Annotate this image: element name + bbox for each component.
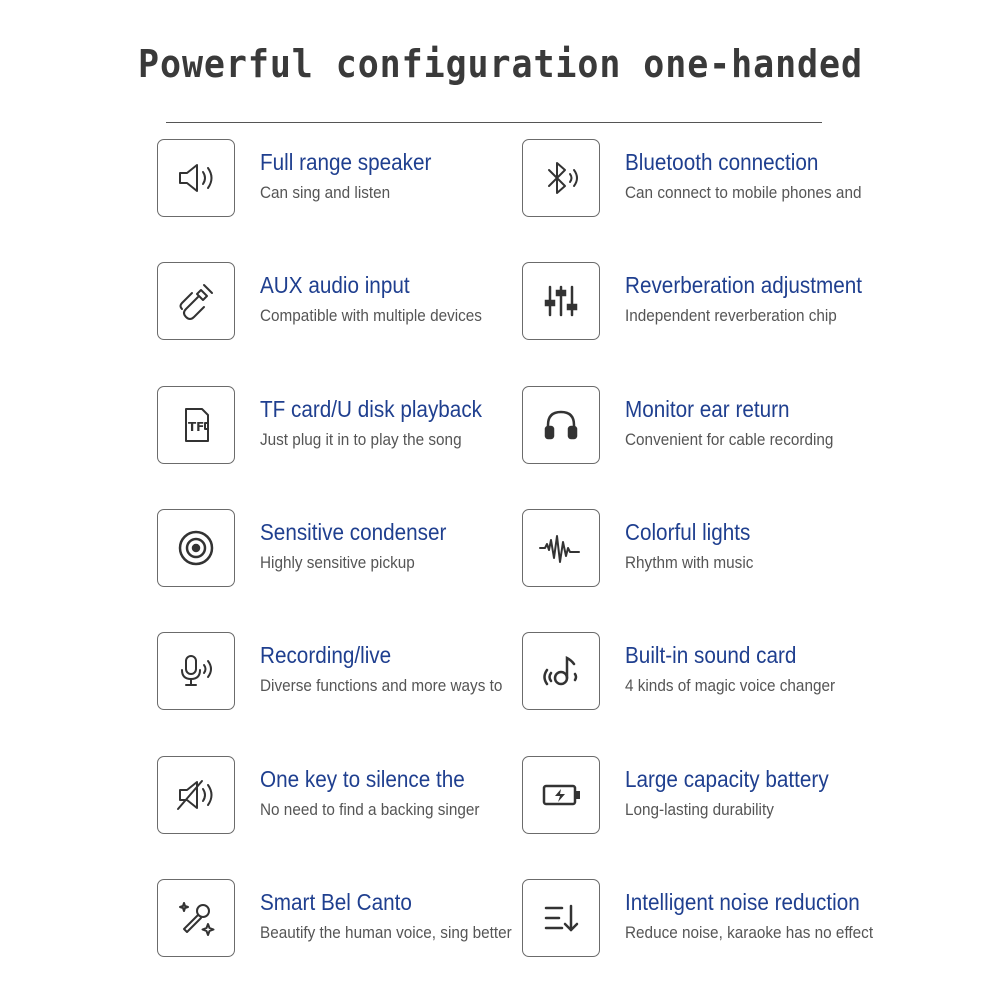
feature-title: Built-in sound card (625, 642, 797, 668)
headphones-icon (522, 386, 600, 464)
title-divider (166, 122, 822, 123)
equalizer-icon (522, 262, 600, 340)
magic-microphone-icon (157, 879, 235, 957)
feature-title: AUX audio input (260, 272, 410, 298)
feature-description: Rhythm with music (625, 553, 754, 572)
page-title: Powerful configuration one-handed (138, 42, 863, 86)
feature-description: Beautify the human voice, sing better (260, 923, 512, 942)
feature-title: Recording/live (260, 642, 392, 668)
feature-description: Long-lasting durability (625, 800, 774, 819)
feature-sensitive-condenser (157, 509, 497, 589)
microphone-icon (157, 632, 235, 710)
feature-title: Colorful lights (625, 519, 751, 545)
feature-description: No need to find a backing singer (260, 800, 480, 819)
feature-description: Can sing and listen (260, 183, 391, 202)
feature-description: 4 kinds of magic voice changer (625, 676, 836, 695)
feature-description: Can connect to mobile phones and (625, 183, 862, 202)
feature-reverberation-adjustment (522, 262, 862, 342)
feature-description: Diverse functions and more ways to (260, 676, 503, 695)
feature-colorful-lights (522, 509, 862, 589)
feature-title: Smart Bel Canto (260, 889, 412, 915)
tf-card-icon (157, 386, 235, 464)
feature-recording-live (157, 632, 503, 712)
bluetooth-icon (522, 139, 600, 217)
feature-title: Bluetooth connection (625, 149, 819, 175)
feature-one-key-silence (157, 756, 497, 836)
feature-title: Monitor ear return (625, 396, 790, 422)
svg-text:TF: TF (188, 420, 205, 434)
feature-title: Intelligent noise reduction (625, 889, 860, 915)
feature-built-in-sound-card (522, 632, 862, 712)
battery-icon (522, 756, 600, 834)
feature-aux-audio-input (157, 262, 497, 342)
feature-description: Convenient for cable recording (625, 430, 834, 449)
condenser-icon (157, 509, 235, 587)
feature-monitor-ear-return (522, 386, 862, 466)
speaker-icon (157, 139, 235, 217)
feature-description: Just plug it in to play the song (260, 430, 462, 449)
feature-description: Independent reverberation chip (625, 306, 837, 325)
feature-title: Large capacity battery (625, 766, 829, 792)
feature-tf-card-playback (157, 386, 497, 466)
noise-reduction-icon (522, 879, 600, 957)
feature-title: Reverberation adjustment (625, 272, 863, 298)
feature-description: Reduce noise, karaoke has no effect (625, 923, 874, 942)
feature-title: One key to silence the (260, 766, 465, 792)
feature-description: Highly sensitive pickup (260, 553, 415, 572)
feature-description: Compatible with multiple devices (260, 306, 482, 325)
feature-title: TF card/U disk playback (260, 396, 483, 422)
feature-title: Sensitive condenser (260, 519, 447, 545)
feature-bluetooth-connection (522, 139, 862, 219)
sound-wave-icon (522, 509, 600, 587)
mute-icon (157, 756, 235, 834)
music-note-icon (522, 632, 600, 710)
feature-smart-bel-canto (157, 879, 512, 959)
feature-intelligent-noise-reduction (522, 879, 874, 959)
feature-title: Full range speaker (260, 149, 432, 175)
feature-large-capacity-battery (522, 756, 862, 836)
feature-full-range-speaker (157, 139, 497, 219)
aux-cable-icon (157, 262, 235, 340)
